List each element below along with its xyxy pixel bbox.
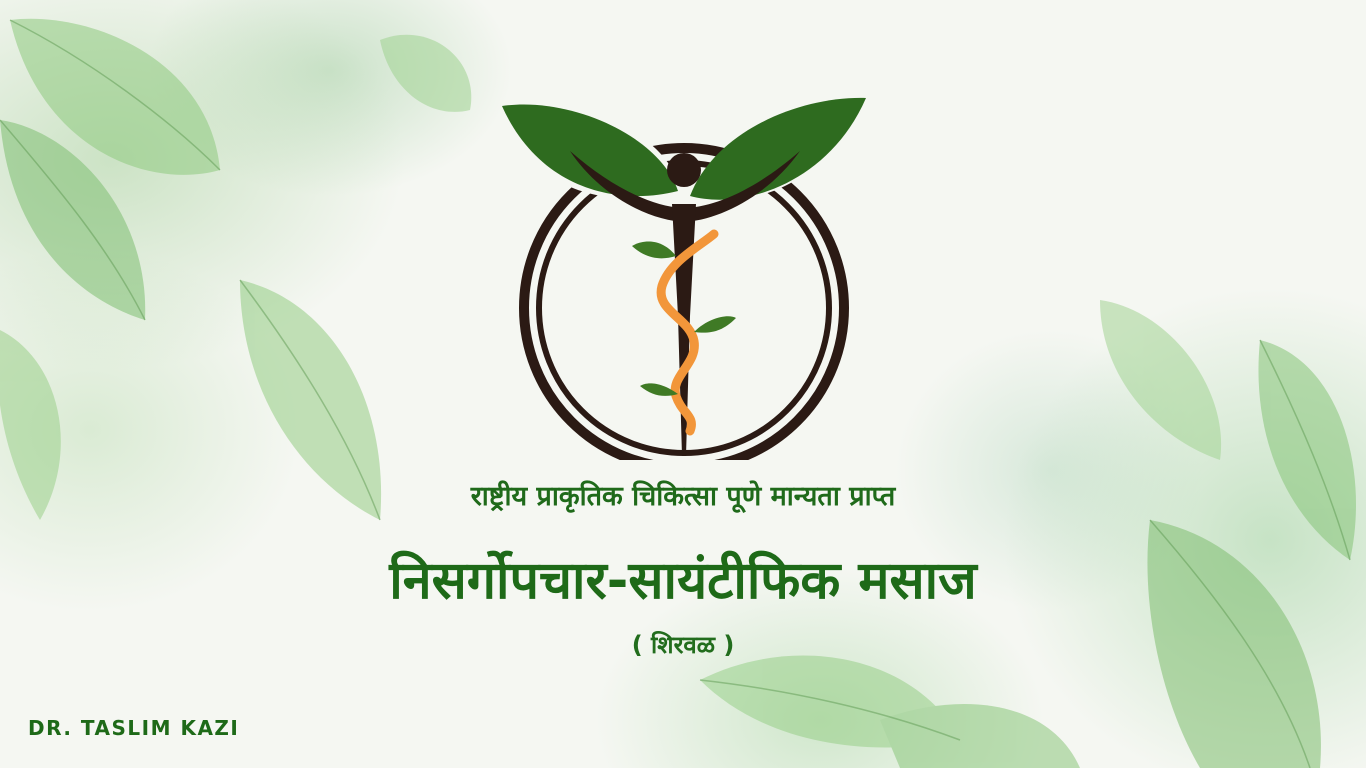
author-name: DR. TASLIM KAZI bbox=[28, 716, 240, 740]
page-title: निसर्गोपचार-सायंटीफिक मसाज bbox=[389, 551, 977, 611]
location-label: ( शिरवळ ) bbox=[631, 631, 735, 659]
subtitle: राष्ट्रीय प्राकृतिक चिकित्सा पूणे मान्यता प्राप्त bbox=[470, 481, 896, 512]
naturopathy-logo-icon bbox=[500, 96, 868, 460]
